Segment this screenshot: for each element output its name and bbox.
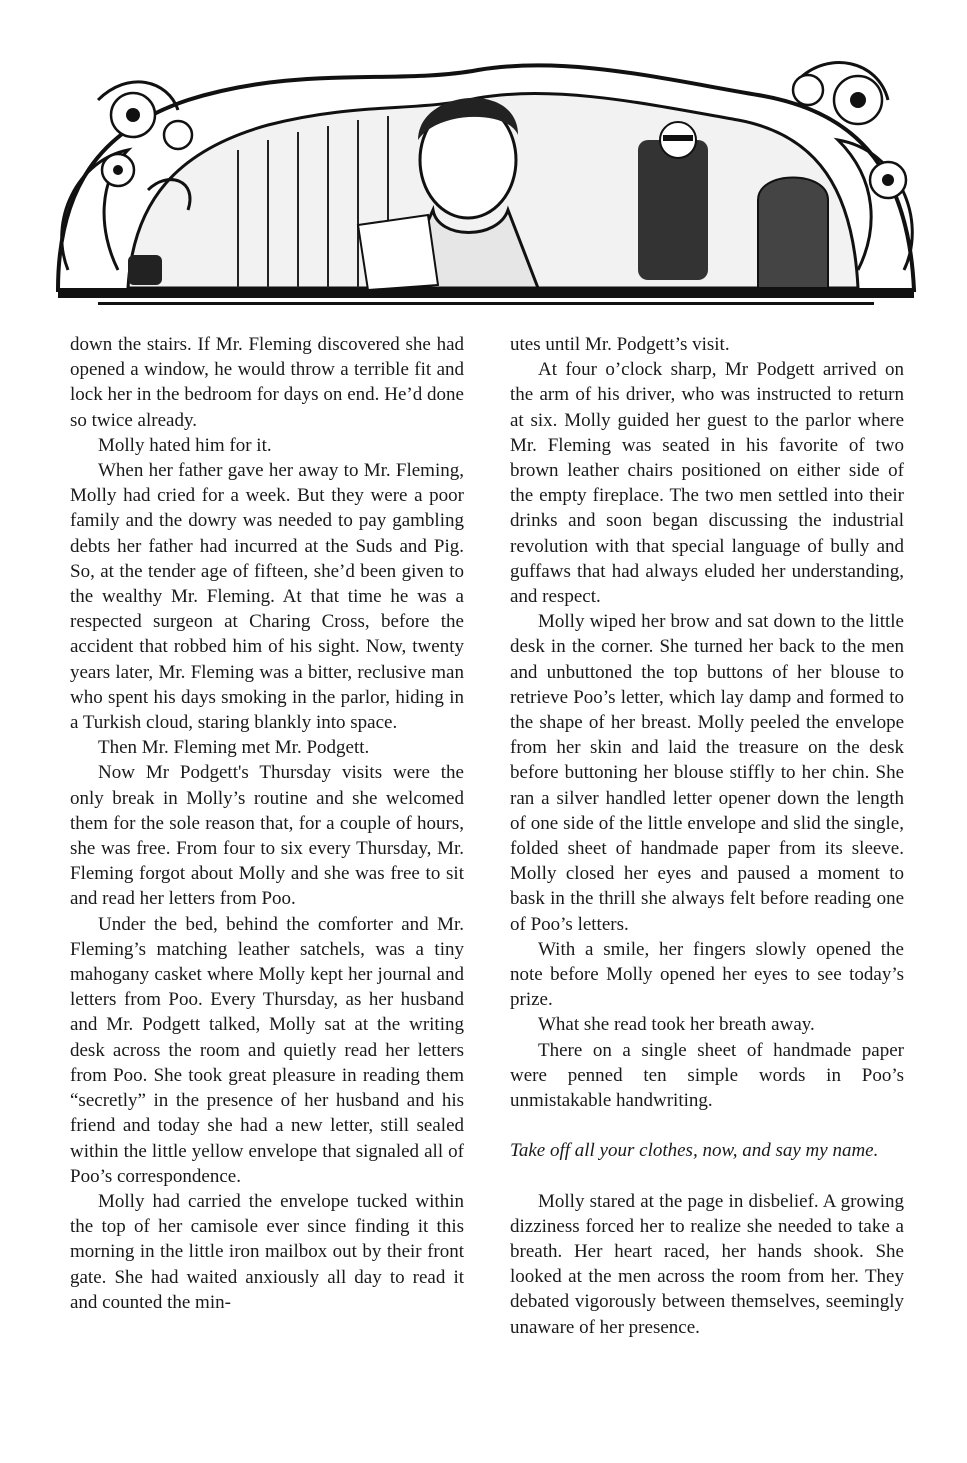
paragraph: With a smile, her fingers slowly opened the note before Molly opened her eyes to see today’s prize. [510, 938, 904, 1011]
italic-note: Take off all your clothes, now, and say my name. [510, 1140, 879, 1162]
paragraph: down the stairs. If Mr. Fleming discovered she had opened a window, he would throw a terrible fit and lock her in the bedroom for days on end. He’d done so twice already. [70, 334, 464, 431]
art-nouveau-header-illustration [38, 40, 934, 312]
paragraph: There on a single sheet of handmade paper were penned ten simple words in Poo’s unmistakable handwriting. [510, 1039, 904, 1112]
paragraph: Molly had carried the envelope tucked within the top of her camisole ever since finding it this morning in the little iron mailbox out by their front gate. She had waited anxiously all day to read it and counted the min- [70, 1190, 464, 1313]
paragraph: utes until Mr. Podgett’s visit. [510, 334, 730, 355]
paragraph: Molly wiped her brow and sat down to the little desk in the corner. She turned her back to the men and unbuttoned the top buttons of her blouse to retrieve Poo’s letter, which lay damp and formed to the shape of her breast. Molly peeled the envelope from her skin and laid the treasure on the desk before buttoning her blouse stiffly to her chin. She ran a silver handled letter opener down the length of one side of the little envelope and slid the single, folded sheet of handmade paper from its sleeve. Molly closed her eyes and paused a moment to bask in the thrill she always felt before reading one of Poo’s letters. [510, 611, 904, 935]
paragraph: At four o’clock sharp, Mr Podgett arrived on the arm of his driver, who was instructed to return at six. Molly guided her guest to the parlor where Mr. Fleming was seated in his favorite of two brown leather chairs positioned on either side of the empty fireplace. The two men settled into their drinks and soon began discussing the industrial revolution with that special language of bully and guffaws that had always eluded her understanding, and respect. [510, 359, 904, 608]
paragraph: Then Mr. Fleming met Mr. Podgett. [98, 737, 370, 759]
paragraph: Molly stared at the page in disbelief. A growing dizziness forced her to realize she needed to take a breath. Her heart raced, her hands shook. She looked at the men across the room from her. They debated vigorously between themselves, seemingly unaware of her presence. [510, 1190, 904, 1338]
paragraph: Under the bed, behind the comforter and Mr. Fleming’s matching leather satchels, was a tiny mahogany casket where Molly kept her journal and letters from Poo. Every Thursday, as her husband and Mr. Podgett talked, Molly sat at the writing desk across the room and quietly read her letters from Poo. She took great pleasure in reading them “secretly” in the presence of her husband and his friend and today she had a new letter, still sealed within the little yellow envelope that signaled all of Poo’s correspondence. [70, 913, 464, 1187]
text-column-right [510, 332, 904, 1340]
paragraph: Now Mr Podgett's Thursday visits were the only break in Molly’s routine and she welcomed them for the sole reason that, for a couple of hours, she was free. From four to six every Thursday, Mr. Fleming forgot about Molly and she was free to sit and read her letters from Poo. [70, 762, 464, 910]
paragraph: Molly hated him for it. [98, 434, 272, 456]
paragraph: When her father gave her away to Mr. Fleming, Molly had cried for a week. But they were a poor family and the dowry was needed to pay gambling debts her father had incurred at the Suds and Pig. So, at the tender age of fifteen, she’d been given to the wealthy Mr. Fleming. At that time he was a respected surgeon at Charing Cross, before the accident that robbed him of his sight. Now, twenty years later, Mr. Fleming was a bitter, reclusive man who spent his days smoking in the parlor, hiding in a Turkish cloud, staring blankly into space. [70, 460, 464, 734]
text-column-left [70, 332, 464, 1315]
paragraph: What she read took her breath away. [538, 1014, 815, 1036]
